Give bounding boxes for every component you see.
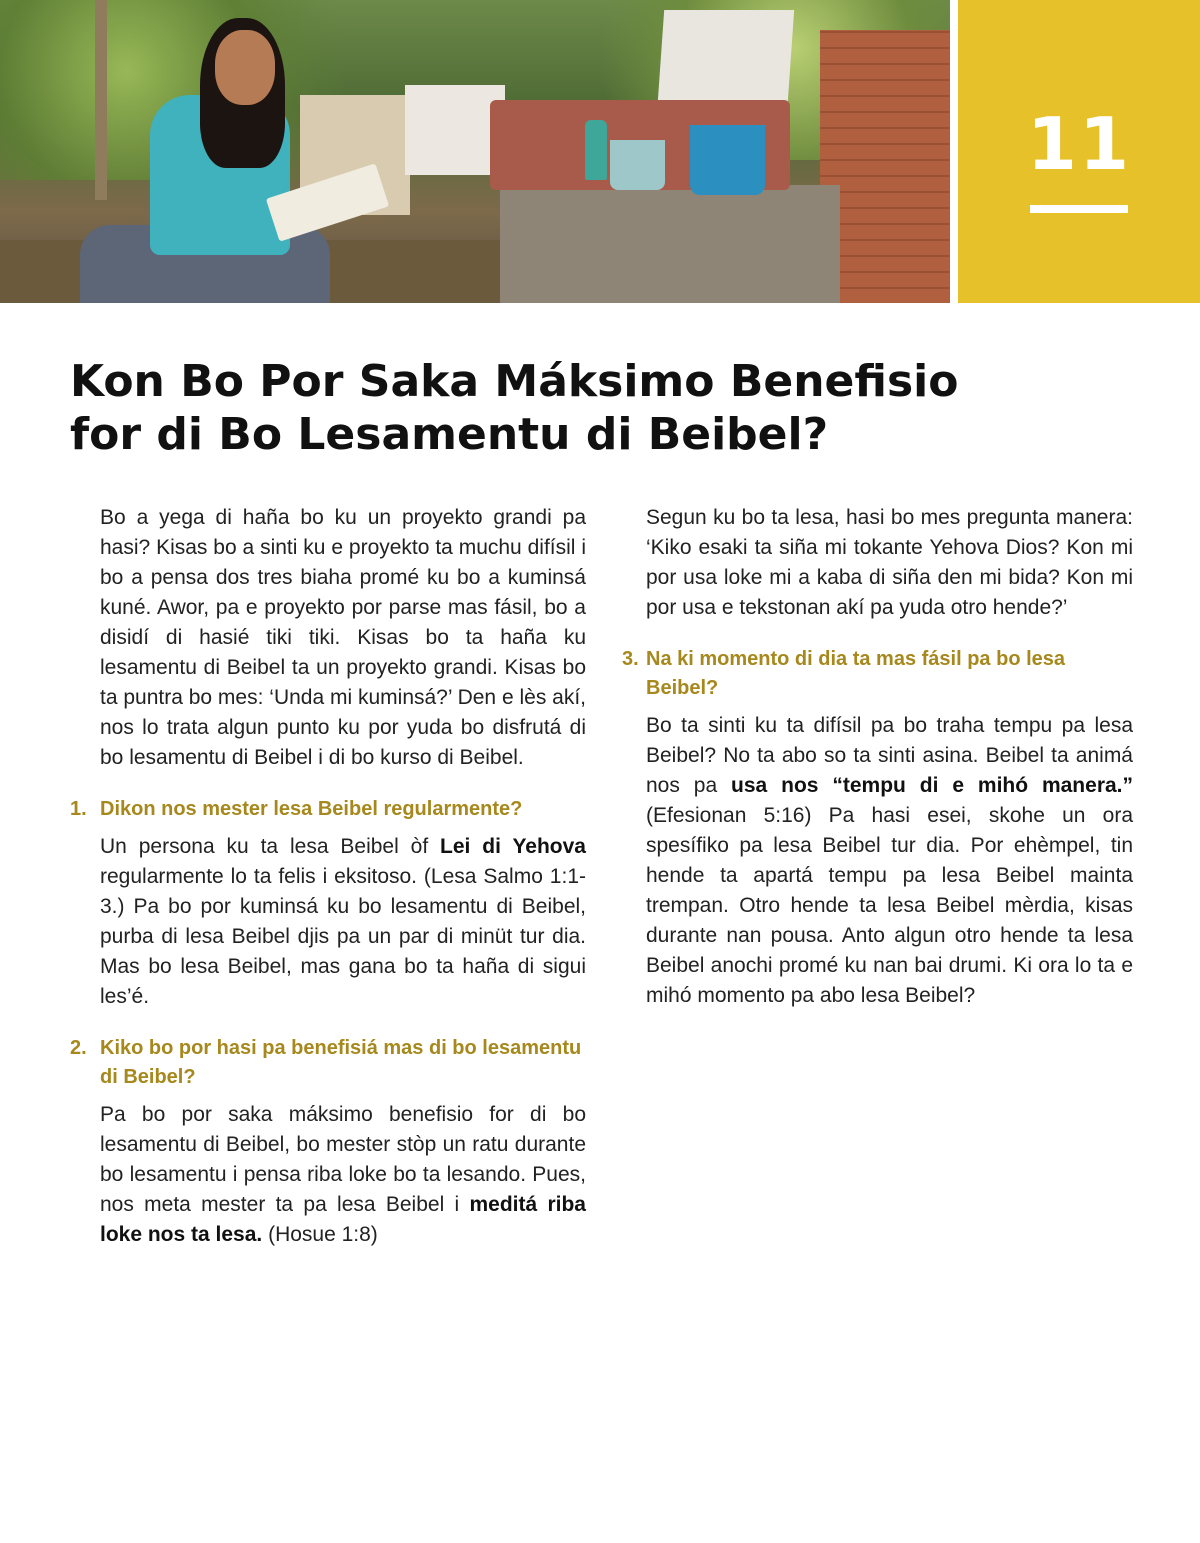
continuation-paragraph: Segun ku bo ta lesa, hasi bo mes pregunta manera: ‘Kiko esaki ta siña mi tokante Yehova Dios? Kon mi por usa loke mi a kaba di siña den mi bida? Kon mi por usa e tekstonan akí pa yuda otro hende?’: [646, 506, 1133, 619]
bucket: [610, 140, 665, 190]
person-head: [215, 30, 275, 105]
chapter-badge: [958, 0, 1200, 303]
scripture-highlight: Lei di Yehova: [440, 835, 586, 858]
left-column: [70, 503, 586, 1250]
answer-text: Un persona ku ta lesa Beibel òf: [100, 835, 441, 858]
answer-paragraph: [70, 832, 586, 1012]
badge-underline: [1030, 205, 1128, 213]
question-number: 2.: [70, 1037, 87, 1059]
title-line-1: Kon Bo Por Saka Máksimo Benefisio: [70, 356, 959, 407]
question-heading: [622, 645, 1133, 703]
question-text: Kiko bo por hasi pa benefisiá mas di bo lesamentu di Beibel?: [100, 1037, 582, 1088]
question-number: 1.: [70, 798, 87, 820]
right-column: [622, 503, 1133, 1011]
answer-paragraph: [70, 1100, 586, 1250]
stone-sink: [500, 185, 840, 303]
answer-text: Pa bo por saka máksimo benefisio for di bo lesamentu di Beibel, bo mester stòp un ratu durante bo lesamentu i pensa riba loke bo ta lesando. Pues, nos meta mester ta pa lesa Beibel i: [100, 1103, 586, 1216]
answer-paragraph: [622, 711, 1133, 1011]
page-title: [70, 355, 1030, 461]
chapter-number: 11: [1026, 102, 1132, 186]
scripture-highlight: usa nos “tempu di e mihó manera.”: [731, 774, 1134, 797]
answer-text: (Hosue 1:8): [262, 1223, 378, 1246]
header-photo: [0, 0, 950, 303]
question-heading: [70, 795, 586, 824]
wooden-pole: [95, 0, 107, 200]
scripture-highlight: meditá riba loke nos ta lesa.: [100, 1193, 586, 1246]
bottle: [585, 120, 607, 180]
answer-text: (Efesionan 5:16) Pa hasi esei, skohe un ora spesífiko pa lesa Beibel tur dia. Por ehèmpel, tin hende ta apartá tempu pa lesa Beibel mainta trempan. Otro hende ta lesa Beibel mèrdia, kisas durante nan pousa. Anto algun otro hende ta lesa Beibel anochi promé ku nan bai drumi. Ki ora lo ta e mihó momento pa abo lesa Beibel?: [646, 804, 1133, 1007]
question-text: Dikon nos mester lesa Beibel regularmente?: [100, 798, 523, 820]
bucket: [690, 125, 765, 195]
title-line-2: for di Bo Lesamentu di Beibel?: [70, 409, 829, 460]
question-number: 3.: [622, 648, 639, 670]
answer-text: Bo ta sinti ku ta difísil pa bo traha tempu pa lesa Beibel? No ta abo so ta sinti asina. Beibel ta animá nos pa: [646, 714, 1133, 797]
answer-text: regularmente lo ta felis i eksitoso. (Lesa Salmo 1:1-3.) Pa bo por kuminsá ku bo lesamentu di Beibel, purba di lesa Beibel djis pa un par di minüt tur dia. Mas bo lesa Beibel, mas gana bo ta haña di sigui les’é.: [100, 865, 586, 1008]
intro-paragraph: Bo a yega di haña bo ku un proyekto grandi pa hasi? Kisas bo a sinti ku e proyekto ta muchu difísil i bo a pensa dos tres biaha promé ku bo a kuminsá kuné. Awor, pa e proyekto por parse mas fásil, bo a disidí di hasié tiki tiki. Kisas bo ta haña ku lesamentu di Beibel ta un proyekto grandi. Kisas bo ta puntra bo mes: ‘Unda mi kuminsá?’ Den e lès akí, nos lo trata algun punto ku por yuda bo disfrutá di bo lesamentu di Beibel i di bo kurso di Beibel.: [100, 506, 586, 769]
question-text: Na ki momento di dia ta mas fásil pa bo lesa Beibel?: [646, 648, 1066, 699]
question-heading: [70, 1034, 586, 1092]
